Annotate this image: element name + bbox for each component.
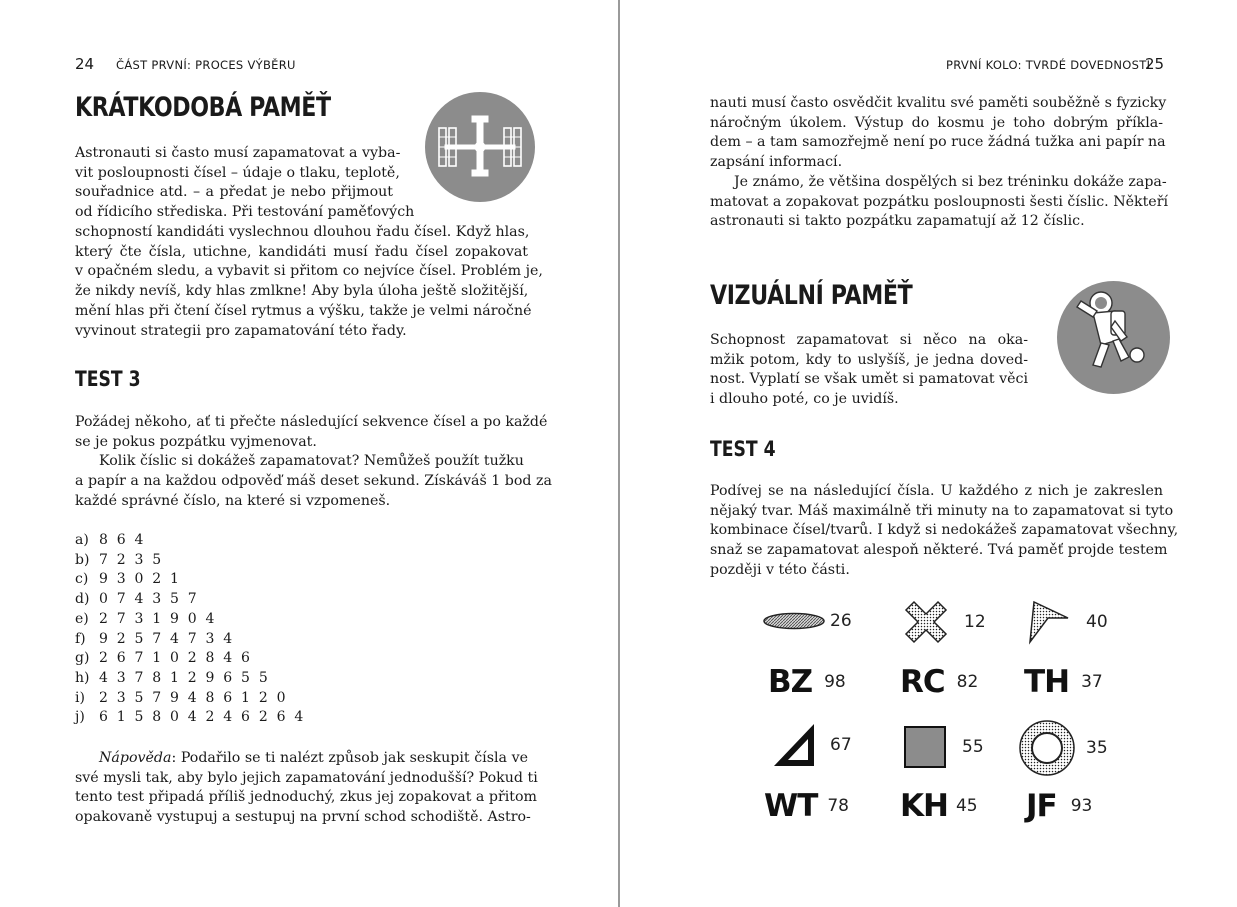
- right-page: [620, 0, 1237, 907]
- text-line: Je známo, že většina dospělých si bez tréninku dokáže zapa-: [734, 173, 1167, 190]
- heading-short-term-memory: KRÁTKODOBÁ PAMĚŤ: [75, 92, 331, 123]
- heading-visual-memory: VIZUÁLNÍ PAMĚŤ: [710, 280, 913, 311]
- intro-paragraph: [75, 144, 415, 223]
- shape-number: 26: [830, 611, 852, 631]
- text-line: mžik potom, kdy to uslyšíš, je jedna doved-: [710, 351, 1028, 368]
- shape-number: 35: [1086, 738, 1108, 758]
- letter-code: JF: [1026, 788, 1057, 824]
- text-line: schopností kandidáti vyslechnou dlouhou řadu čísel. Když hlas,: [75, 224, 530, 240]
- ring-icon: [1018, 719, 1076, 777]
- shape-item: [1018, 719, 1108, 777]
- text-line: matovat a zopakovat pozpátku posloupnosti šesti číslic. Někteří: [710, 193, 1169, 210]
- running-head-left: ČÁST PRVNÍ: PROCES VÝBĚRU: [116, 58, 296, 72]
- item-label: c): [75, 571, 89, 588]
- text-line: v opačném sledu, a vybavit si přitom co nejvíce čísel. Problém je,: [75, 263, 543, 280]
- text-line: a papír a na každou odpověď máš deset sekund. Získáváš 1 bod za: [75, 473, 552, 490]
- text-line: který čte čísla, utichne, kandidáti musí řadu čísel zopakovat: [75, 243, 528, 260]
- test-3-heading: TEST 3: [75, 367, 141, 391]
- shape-number: 67: [830, 735, 852, 755]
- text-line: každé správné číslo, na které si vzpomeneš.: [75, 492, 391, 509]
- running-head-right: PRVNÍ KOLO: TVRDÉ DOVEDNOSTI: [946, 58, 1151, 72]
- item-digits: 8 6 4: [99, 532, 146, 548]
- square-icon: [904, 726, 946, 768]
- shape-number: 55: [962, 737, 984, 757]
- list-item: [75, 649, 305, 669]
- shape-number: 12: [964, 612, 986, 632]
- shape-item: [762, 606, 852, 636]
- continued-paragraph: [710, 94, 1169, 232]
- text-line: souřadnice atd. – a předat je nebo přijmout: [75, 184, 393, 201]
- item-digits: 6 1 5 8 0 4 2 4 6 2 6 4: [99, 709, 306, 726]
- item-label: h): [75, 669, 90, 686]
- space-station-icon: [425, 92, 535, 202]
- test-3-instructions: [75, 413, 552, 512]
- text-line: Požádej někoho, ať ti přečte následující sekvence čísel a po každé: [75, 414, 548, 430]
- hint-text: : Podařilo se ti nalézt způsob jak seskupit čísla ve: [171, 750, 528, 766]
- item-digits: 2 7 3 1 9 0 4: [99, 610, 217, 627]
- text-line: se je pokus pozpátku vyjmenovat.: [75, 433, 317, 450]
- item-digits: 7 2 3 5: [99, 551, 164, 568]
- text-line: nějaký tvar. Máš maximálně tři minuty na to zapamatovat si tyto: [710, 502, 1174, 519]
- intro-paragraph-cont: [75, 223, 543, 341]
- shape-item: [768, 664, 846, 700]
- item-label: e): [75, 610, 89, 627]
- shape-number: 37: [1081, 672, 1103, 692]
- shape-number: 40: [1086, 612, 1108, 632]
- test-4-heading: TEST 4: [710, 437, 776, 461]
- cross-icon: [902, 598, 950, 646]
- text-line: mění hlas při čtení čísel rytmus a výšku, takže je velmi náročné: [75, 302, 532, 319]
- item-label: g): [75, 650, 90, 667]
- list-item: [75, 610, 305, 630]
- text-line: [75, 749, 528, 769]
- item-label: f): [75, 630, 86, 647]
- letter-code: KH: [900, 788, 948, 824]
- item-digits: 9 2 5 7 4 7 3 4: [99, 630, 235, 647]
- text-line: kombinace čísel/tvarů. I když si nedokážeš zapamatovat všechny,: [710, 522, 1179, 539]
- shape-number: 93: [1070, 796, 1093, 816]
- item-label: b): [75, 551, 90, 568]
- list-item: [75, 630, 305, 650]
- shape-item: [770, 720, 852, 770]
- text-line: od řídicího střediska. Při testování paměťových: [75, 204, 415, 221]
- list-item: [75, 669, 305, 689]
- letter-code: WT: [764, 788, 818, 824]
- page-number-left: 24: [75, 55, 95, 73]
- text-line: opakovaně vystupuj a sestupuj na první schod schodiště. Astro-: [75, 809, 531, 826]
- text-line: vit posloupnosti čísel – údaje o tlaku, teplotě,: [75, 164, 400, 181]
- test-4-instructions: [710, 482, 1179, 581]
- text-line: Schopnost zapamatovat si něco na oka-: [710, 332, 1028, 348]
- astronaut-icon: [1057, 281, 1170, 394]
- text-line: nost. Vyplatí se však umět si pamatovat věci: [710, 371, 1029, 388]
- item-digits: 2 6 7 1 0 2 8 4 6: [99, 650, 253, 667]
- list-item: [75, 689, 305, 709]
- ellipse-icon: [762, 606, 826, 636]
- text-line: astronauti si takto pozpátku zapamatují až 12 číslic.: [710, 213, 1085, 230]
- letter-code: BZ: [768, 664, 813, 700]
- list-item: [75, 551, 305, 571]
- shape-item: [904, 726, 984, 768]
- list-item: [75, 531, 305, 551]
- list-item: [75, 708, 305, 728]
- shape-number: 45: [955, 796, 978, 816]
- hint-paragraph: [75, 749, 538, 828]
- item-label: a): [75, 532, 89, 548]
- letter-code: RC: [900, 664, 945, 700]
- shape-item: [1024, 664, 1103, 700]
- item-digits: 0 7 4 3 5 7: [99, 591, 199, 608]
- item-digits: 9 3 0 2 1: [99, 571, 182, 588]
- item-digits: 4 3 7 8 1 2 9 6 5 5: [99, 669, 270, 686]
- item-digits: 2 3 5 7 9 4 8 6 1 2 0: [99, 689, 288, 706]
- shape-item: [1024, 598, 1108, 646]
- text-line: vyvinout strategii pro zapamatování této řady.: [75, 322, 407, 339]
- triangle-icon: [770, 720, 820, 770]
- shape-item: [900, 788, 978, 824]
- item-label: d): [75, 591, 90, 608]
- shape-item: [902, 598, 986, 646]
- text-line: Astronauti si často musí zapamatovat a vyba-: [75, 145, 401, 161]
- hint-label: Nápověda: [99, 750, 172, 766]
- text-line: své mysli tak, aby bylo jejich zapamatování jednodušší? Pokud ti: [75, 769, 538, 786]
- shape-number: 82: [956, 672, 979, 692]
- text-line: zapsání informací.: [710, 154, 843, 171]
- text-line: snaž se zapamatovat alespoň některé. Tvá paměť projde testem: [710, 542, 1168, 559]
- text-line: Kolik číslic si dokážeš zapamatovat? Nemůžeš použít tužku: [99, 453, 524, 470]
- sequence-list: [75, 531, 305, 728]
- text-line: tento test připadá příliš jednoduchý, zkus jej zopakovat a přitom: [75, 789, 537, 806]
- space-station-illustration: [425, 92, 535, 202]
- item-label: i): [75, 689, 85, 706]
- text-line: že nikdy nevíš, kdy hlas zmlkne! Aby byla úloha ještě složitější,: [75, 283, 529, 300]
- list-item: [75, 570, 305, 590]
- shape-item: [1026, 788, 1092, 824]
- text-line: dem – a tam samozřejmě není po ruce žádná tužka ani papír na: [710, 134, 1166, 151]
- text-line: Podívej se na následující čísla. U každého z nich je zakreslen: [710, 483, 1163, 499]
- shape-number: 78: [827, 796, 849, 816]
- shape-number: 98: [824, 672, 846, 692]
- item-label: j): [75, 709, 85, 726]
- shape-item: [764, 788, 849, 824]
- text-line: náročným úkolem. Výstup do kosmu je toho dobrým příkla-: [710, 114, 1163, 131]
- astronaut-illustration: [1057, 281, 1170, 394]
- text-line: i dlouho poté, co je uvidíš.: [710, 391, 899, 408]
- shape-item: [900, 664, 978, 700]
- visual-memory-paragraph: [710, 331, 1028, 410]
- list-item: [75, 590, 305, 610]
- page-number-right: 25: [1145, 55, 1165, 73]
- text-line: později v této části.: [710, 561, 850, 578]
- letter-code: TH: [1024, 664, 1070, 700]
- text-line: nauti musí často osvědčit kvalitu své paměti souběžně s fyzicky: [710, 95, 1167, 111]
- arrowhead-icon: [1024, 598, 1074, 646]
